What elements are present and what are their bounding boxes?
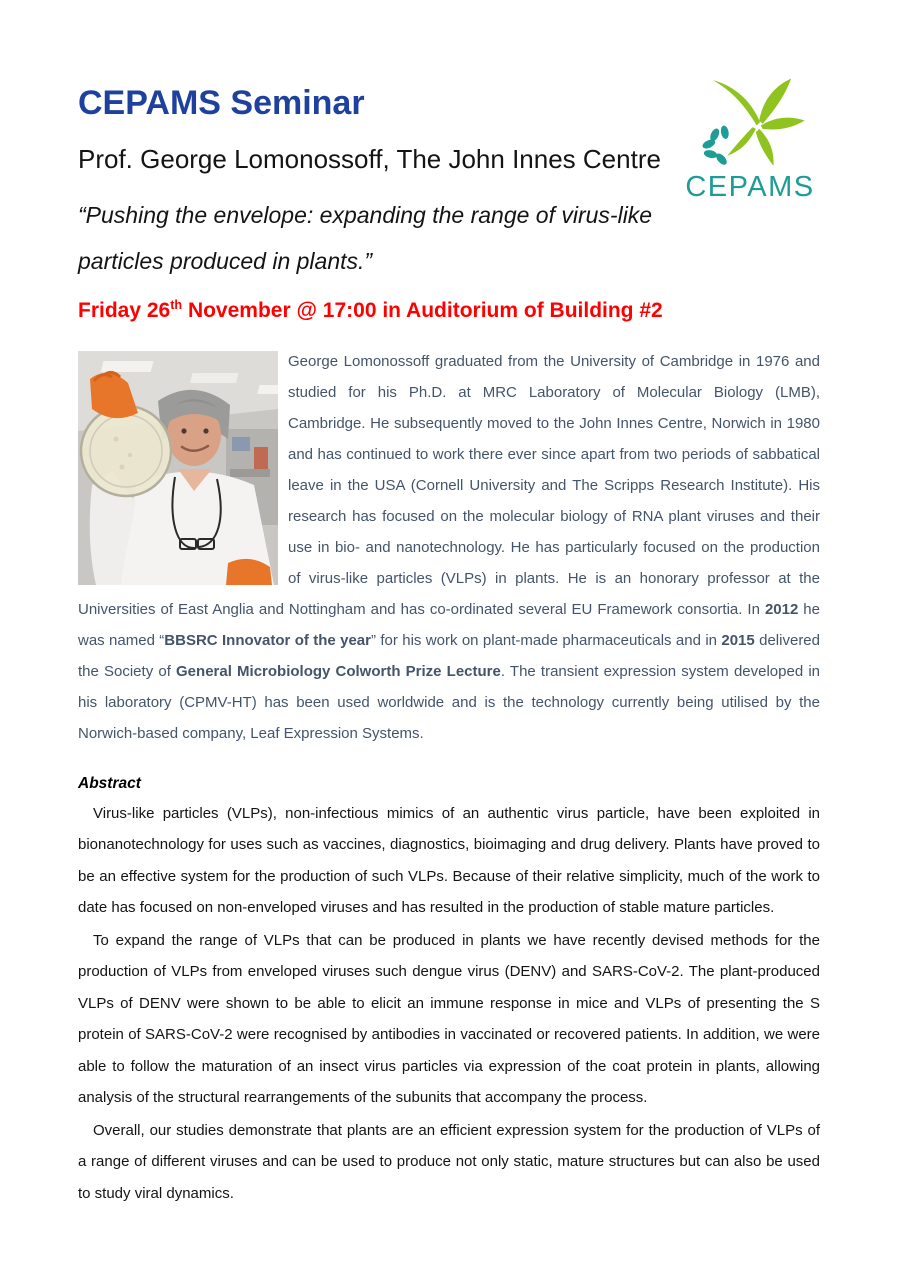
abstract-paragraph-3: Overall, our studies demonstrate that plants are an efficient expression system for the production of VLPs of a range of different viruses and can be used to produce not only static, mature structures but can also be used to study viral dynamics.	[78, 1121, 820, 1202]
cepams-logo-wordmark: CEPAMS	[685, 171, 815, 203]
speaker-bio	[78, 346, 820, 749]
seminar-datetime: Friday 26th November @ 17:00 in Auditorium of Building #2	[78, 297, 663, 322]
talk-title-quote: “Pushing the envelope: expanding the range of virus-like particles produced in plants.”	[78, 201, 653, 275]
speaker-line: Prof. George Lomonossoff, The John Innes Centre	[78, 144, 661, 175]
abstract-heading: Abstract	[78, 774, 141, 792]
abstract-paragraph-1: Virus-like particles (VLPs), non-infectious mimics of an authentic virus particle, have been exploited in bionanotechnology for uses such as vaccines, diagnostics, bioimaging and drug delivery. Plants have proved to be an effective system for the production of such VLPs. Because of their relative simplicity, much of the work to date has focused on non-enveloped viruses and has resulted in the production of stable mature particles.	[78, 804, 820, 917]
page-title: CEPAMS Seminar	[78, 84, 365, 122]
plant-sprig-icon	[687, 70, 813, 171]
speaker-photo	[78, 351, 278, 585]
speaker-photo-image	[78, 351, 278, 585]
cepams-logo	[674, 70, 826, 202]
abstract-paragraph-2: To expand the range of VLPs that can be produced in plants we have recently devised methods for the production of VLPs from enveloped viruses such dengue virus (DENV) and SARS-CoV-2. The plant-produced VLPs of DENV were shown to be able to elicit an immune response in mice and VLPs of presenting the S protein of SARS-CoV-2 were recognised by antibodies in vaccinated or recovered patients. In addition, we were able to follow the maturation of an insect virus particles via expression of the coat protein in plants, allowing analysis of the structural rearrangements of the subunits that accompany the process.	[78, 931, 820, 1107]
abstract-body	[78, 798, 820, 1210]
bio-text: George Lomonossoff graduated from the University of Cambridge in 1976 and studied for his Ph.D. at MRC Laboratory of Molecular Biology (LMB), Cambridge. He subsequently moved to the John Innes Centre, Norwich in 1980 and has continued to work there ever since apart from two periods of sabbatical leave in the USA (Cornell University and The Scripps Research Institute). His research has focused on the molecular biology of RNA plant viruses and their use in bio- and nanotechnology. He has particularly focused on the production of virus-like particles (VLPs) in plants. He is an honorary professor at the Universities of East Anglia and Nottingham and has co-ordinated several EU Framework consortia. In 2012 he was named “BBSRC Innovator of the year” for his work on plant-made pharmaceuticals and in 2015 delivered the Society of General Microbiology Colworth Prize Lecture. The transient expression system developed in his laboratory (CPMV-HT) has been used worldwide and is the technology currently being utilised by the Norwich-based company, Leaf Expression Systems.	[78, 352, 821, 742]
